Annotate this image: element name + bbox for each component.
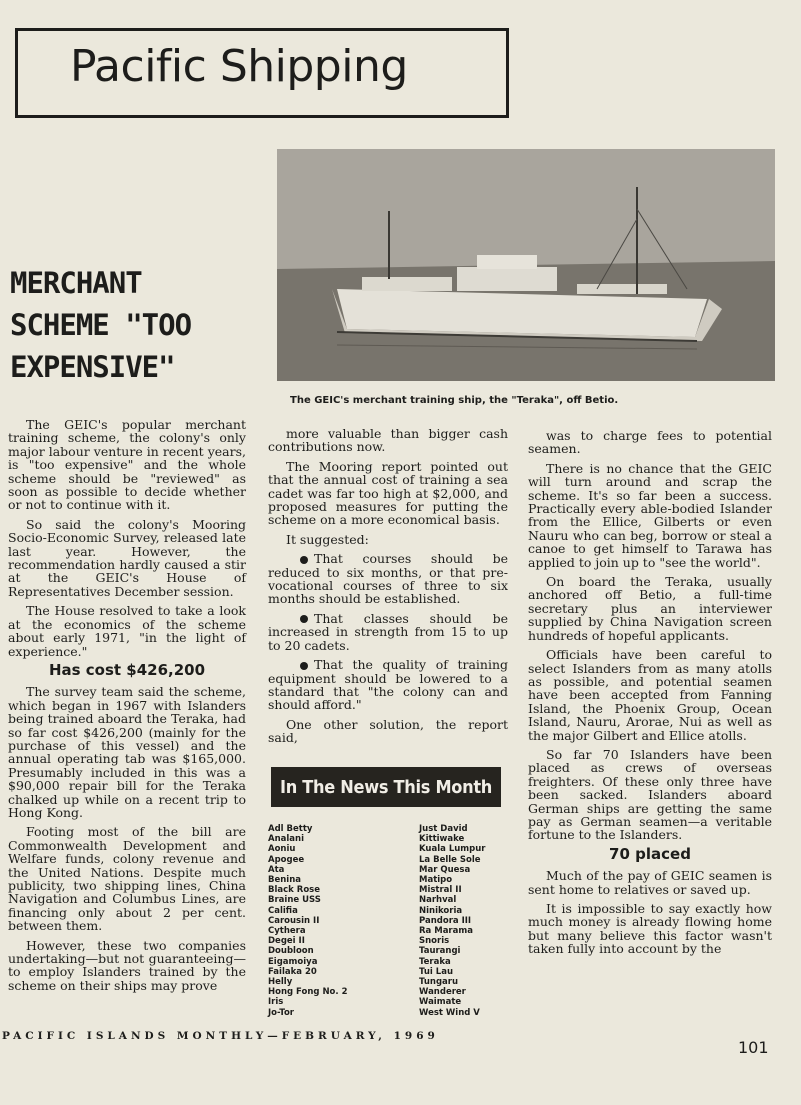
- bullet-item: [268, 612, 508, 652]
- ship-name: Snoris: [419, 936, 450, 947]
- ship-name: Taurangi: [419, 946, 461, 957]
- paragraph: On board the Teraka, usually anchored off Betio, a full-time secretary plus an interviewer supplied by China Navigation screen hundreds of hopeful applicants.: [528, 574, 772, 643]
- masthead-box: [15, 28, 509, 118]
- ship-name: Mar Quesa: [419, 864, 471, 875]
- ship-name: La Belle Sole: [419, 854, 481, 865]
- photo-caption: The GEIC's merchant training ship, the "Teraka", off Betio.: [290, 395, 619, 406]
- ship-name: Doubloon: [268, 946, 314, 957]
- article-column-2: [268, 427, 508, 751]
- paragraph: more valuable than bigger cash contributions now.: [268, 426, 508, 455]
- paragraph: The survey team said the scheme, which began in 1967 with Islanders being trained aboard the Teraka, had so far cost $426,200 (mainly for the purchase of this vessel) and the annual operating tab was $165,000. Presumably included in this was a $90,000 repair bill for the Teraka chalked up while on a recent trip to Hong Kong.: [8, 684, 246, 820]
- news-list-left: [268, 824, 408, 1018]
- article-headline: [10, 262, 191, 388]
- paragraph: was to charge fees to potential seamen.: [528, 428, 772, 457]
- ship-name: Tui Lau: [419, 966, 453, 977]
- ship-name: Adl Betty: [268, 824, 313, 834]
- paragraph: It suggested:: [286, 531, 369, 547]
- news-banner: In The News This Month: [271, 767, 501, 807]
- ship-name: Tungaru: [419, 977, 459, 988]
- ship-name: Just David: [419, 824, 468, 834]
- ship-photo: [277, 149, 775, 381]
- footer-publication: PACIFIC ISLANDS MONTHLY—FEBRUARY, 1969: [2, 1030, 439, 1042]
- ship-name: Kittiwake: [419, 834, 465, 845]
- ship-name: Benina: [268, 875, 301, 886]
- bullet-text: That the quality of training equipment should be lowered to a standard that "the colony can and should afford.": [268, 657, 508, 713]
- paragraph: So far 70 Islanders have been placed as crews of overseas freighters. Of these only three have been sacked. Islanders aboard German ships are getting the same pay as German seamen—a veritable fortune to the Islanders.: [528, 746, 772, 843]
- headline-line-1: MERCHANT: [10, 266, 142, 300]
- bullet-item: [268, 658, 508, 712]
- paragraph: The House resolved to take a look at the economics of the scheme about early 1971, "in the light of experience.": [8, 603, 246, 659]
- ship-name: Kuala Lumpur: [419, 844, 486, 855]
- ship-name: Wanderer: [419, 987, 466, 998]
- ship-name: Waimate: [419, 997, 462, 1008]
- bullet-dot-icon: [300, 615, 308, 623]
- ship-name: Matipo: [419, 875, 453, 886]
- bullet-text: That courses should be reduced to six months, or that pre-vocational courses of three to six months should be established.: [268, 551, 508, 607]
- page-number: 101: [738, 1038, 769, 1057]
- ship-name: Califia: [268, 905, 298, 916]
- ship-name: Braine USS: [268, 895, 321, 906]
- ship-name: Helly: [268, 977, 293, 988]
- paragraph: The Mooring report pointed out that the annual cost of training a sea cadet was far too high at $2,000, and proposed measures for putting the scheme on a more economical basis.: [268, 458, 508, 528]
- ship-name: Ra Marama: [419, 926, 473, 937]
- paragraph: However, these two companies undertaking—but not guaranteeing—to employ Islanders trained by the scheme on their ships may prove: [8, 937, 246, 993]
- paragraph: There is no chance that the GEIC will turn around and scrap the scheme. It's so far been a success. Practically every able-bodied Islander from the Ellice, Gilberts or even Nauru who can beg, borrow or steal a canoe to get himself to Tarawa has applied to join up to "see the world".: [528, 460, 772, 570]
- ship-name: Ninikoria: [419, 905, 463, 916]
- paragraph: The GEIC's popular merchant training scheme, the colony's only major labour venture in recent years, is "too expensive" and the whole scheme should be "reviewed" as soon as possible to decide whether or not to continue with it.: [8, 417, 246, 513]
- ship-name: Ata: [268, 864, 285, 875]
- ship-name: Carousin II: [268, 915, 320, 926]
- news-list-right: [419, 824, 529, 1018]
- article-column-3: [528, 429, 772, 962]
- ship-name: Teraka: [419, 956, 451, 967]
- ship-name: West Wind V: [419, 1007, 480, 1018]
- paragraph: Footing most of the bill are Commonwealth Development and Welfare funds, colony revenue and the United Nations. Despite much publicity, two shipping lines, China Navigation and Columbus Lines, are financing only about 2 per cent. between them.: [8, 824, 246, 934]
- article-column-1: [8, 418, 246, 998]
- paragraph: It is impossible to say exactly how much money is already flowing home but many believe this factor wasn't taken fully into account by the: [528, 901, 772, 957]
- headline-line-3: EXPENSIVE": [10, 350, 175, 384]
- ship-name: Hong Fong No. 2: [268, 987, 348, 998]
- bullet-item: [268, 552, 508, 606]
- bullet-dot-icon: [300, 556, 308, 564]
- ship-name: Aoniu: [268, 844, 296, 855]
- ship-name: Degei II: [268, 936, 305, 947]
- ship-name: Jo-Tor: [268, 1007, 294, 1018]
- ship-name: Eigamoiya: [268, 956, 318, 967]
- bullet-dot-icon: [300, 662, 308, 670]
- ship-name: Mistral II: [419, 885, 462, 896]
- paragraph: So said the colony's Mooring Socio-Economic Survey, released late last year. However, the recommendation hardly caused a stir at the GEIC's House of Representatives December session.: [8, 516, 246, 599]
- ship-name: Analani: [268, 834, 304, 845]
- ship-name: Iris: [268, 997, 284, 1008]
- ship-illustration: [277, 149, 775, 381]
- headline-line-2: SCHEME "TOO: [10, 308, 192, 342]
- masthead-title: Pacific Shipping: [70, 41, 408, 92]
- ship-name: Cythera: [268, 926, 306, 937]
- ship-name: Pandora III: [419, 915, 472, 926]
- subheading-cost: Has cost $426,200: [48, 660, 206, 679]
- ship-name: Failaka 20: [268, 966, 317, 977]
- paragraph: Officials have been careful to select Islanders from as many atolls as possible, and potential seamen have been accepted from Fanning Island, the Phoenix Group, Ocean Island, Nauru, Arorae, Nui as well as the major Gilbert and Ellice atolls.: [528, 647, 772, 743]
- ship-name: Apogee: [268, 854, 305, 865]
- paragraph: Much of the pay of GEIC seamen is sent home to relatives or saved up.: [528, 868, 772, 897]
- ship-name: Black Rose: [268, 885, 320, 896]
- paragraph: One other solution, the report said,: [268, 716, 508, 746]
- subheading-placed: 70 placed: [609, 844, 691, 863]
- ship-name: Narhval: [419, 895, 457, 906]
- bullet-text: That classes should be increased in strength from 15 to up to 20 cadets.: [268, 610, 508, 653]
